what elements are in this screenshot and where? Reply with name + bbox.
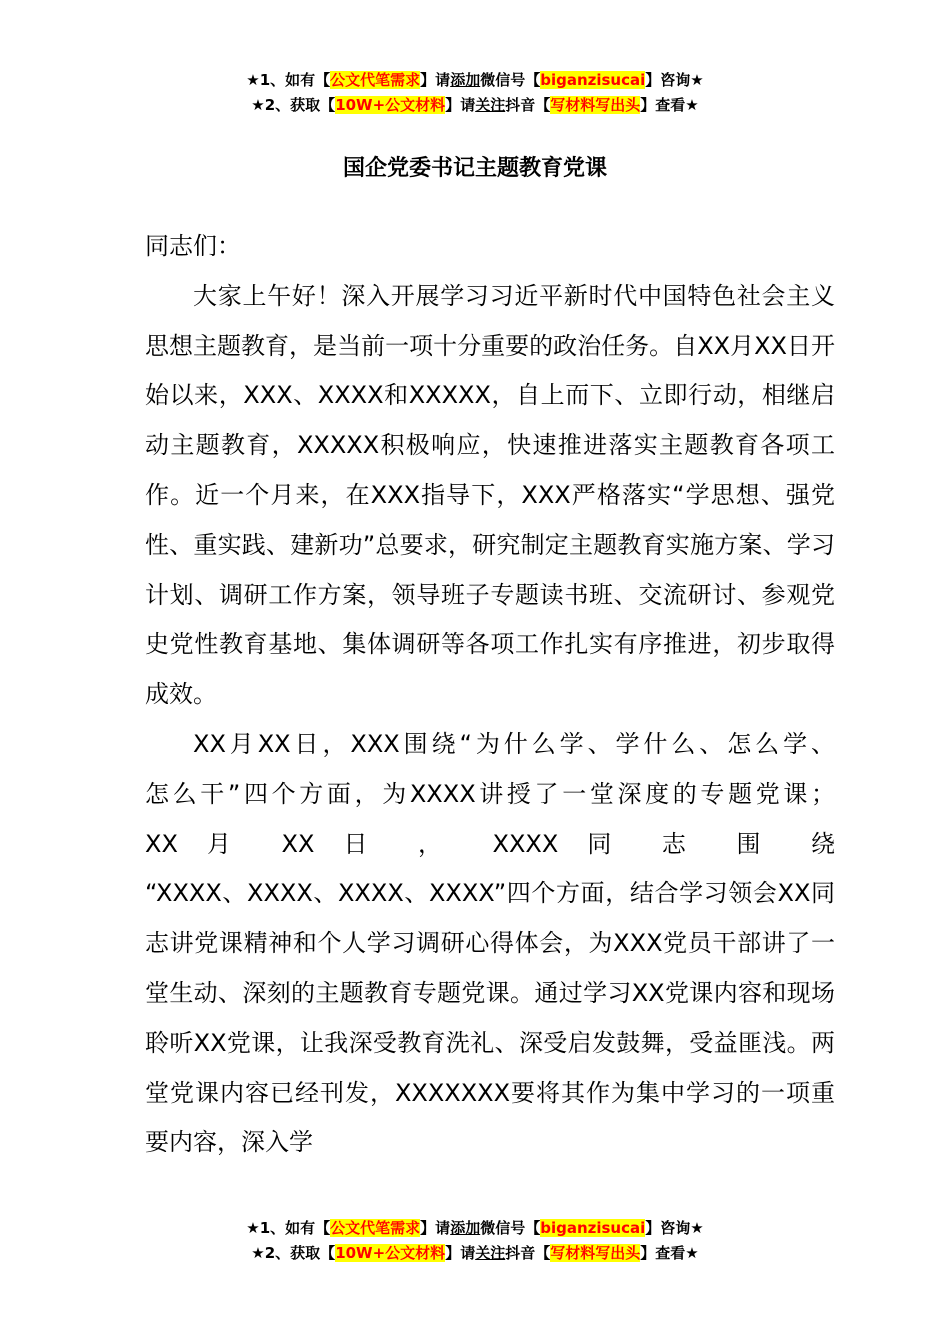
banner-text: ★1、如有【	[246, 71, 331, 89]
banner-highlight: biganzisucai	[540, 71, 646, 89]
banner-highlight: 10W+公文材料	[335, 1244, 446, 1262]
document-body	[145, 222, 835, 1168]
banner-text: 】请	[445, 1244, 476, 1262]
banner-text: 微信号【	[480, 71, 541, 89]
banner-text: 微信号【	[480, 1219, 541, 1237]
banner-line-2	[0, 93, 950, 118]
banner-text: 】咨询★	[645, 71, 704, 89]
banner-highlight: 写材料写出头	[550, 96, 641, 114]
banner-text: 抖音【	[505, 96, 551, 114]
banner-text: ★2、获取【	[251, 1244, 336, 1262]
banner-highlight: 写材料写出头	[550, 1244, 641, 1262]
banner-text: 】查看★	[640, 1244, 699, 1262]
banner-line-1	[0, 1216, 950, 1241]
banner-text: 】请	[420, 71, 451, 89]
banner-text: ★2、获取【	[251, 96, 336, 114]
header-banner	[0, 68, 950, 118]
banner-highlight: 10W+公文材料	[335, 96, 446, 114]
banner-text: 】咨询★	[645, 1219, 704, 1237]
banner-line-2	[0, 1241, 950, 1266]
banner-highlight: 公文代笔需求	[330, 71, 421, 89]
paragraph-2-line-2: 怎么干”四个方面，为XXXX讲授了一堂深度的专题党课；	[145, 779, 835, 808]
banner-text: 】请	[420, 1219, 451, 1237]
paragraph-2-line-3: XX 月 XX 日 ， XXXX 同 志 围 绕	[145, 829, 835, 858]
footer-banner	[0, 1216, 950, 1266]
banner-line-1	[0, 68, 950, 93]
banner-underlined: 关注	[475, 1244, 506, 1262]
banner-text: ★1、如有【	[246, 1219, 331, 1237]
banner-underlined: 添加	[450, 71, 481, 89]
paragraph-2-line-1: XX月XX日，XXX围绕“为什么学、学什么、怎么学、	[193, 729, 835, 758]
greeting: 同志们：	[145, 232, 241, 260]
paragraph-2-rest: “XXXX、XXXX、XXXX、XXXX”四个方面，结合学习领会XX同志讲党课精神和个人学习调研心得体会，为XXX党员干部讲了一堂生动、深刻的主题教育专题党课。通过学习XX党课内容和现场聆听XX党课，让我深受教育洗礼、深受启发鼓舞，受益匪浅。两堂党课内容已经刊发，XXXXXXX要将其作为集中学习的一项重要内容，深入学	[145, 879, 835, 1157]
document-title: 国企党委书记主题教育党课	[342, 156, 607, 181]
banner-text: 】请	[445, 96, 476, 114]
banner-text: 抖音【	[505, 1244, 551, 1262]
banner-underlined: 关注	[475, 96, 506, 114]
paragraph-1: 大家上午好！深入开展学习习近平新时代中国特色社会主义思想主题教育，是当前一项十分重要的政治任务。自XX月XX日开始以来，XXX、XXXX和XXXXX，自上而下、立即行动，相继启动主题教育，XXXXX积极响应，快速推进落实主题教育各项工作。近一个月来，在XXX指导下，XXX严格落实“学思想、强党性、重实践、建新功”总要求，研究制定主题教育实施方案、学习计划、调研工作方案，领导班子专题读书班、交流研讨、参观党史党性教育基地、集体调研等各项工作扎实有序推进，初步取得成效。	[145, 281, 835, 709]
banner-highlight: biganzisucai	[540, 1219, 646, 1237]
banner-text: 】查看★	[640, 96, 699, 114]
banner-underlined: 添加	[450, 1219, 481, 1237]
banner-highlight: 公文代笔需求	[330, 1219, 421, 1237]
